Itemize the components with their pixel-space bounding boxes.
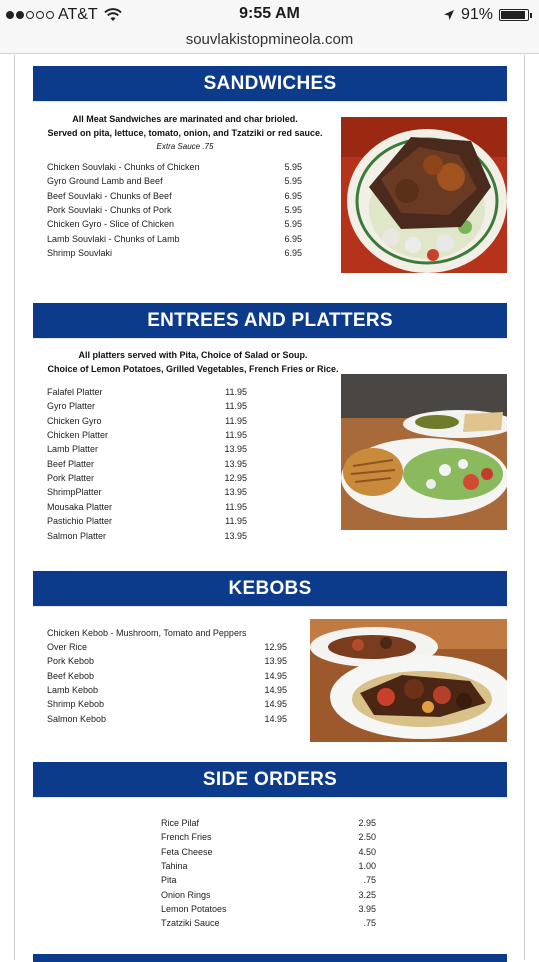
kebob-item [47, 654, 287, 668]
kebob-item-name: Shrimp Kebob [47, 699, 105, 710]
side-order-item-price: 2.95 [358, 818, 376, 828]
carrier-name: AT&T [58, 6, 98, 23]
sandwich-item-price: 5.95 [284, 176, 302, 187]
side-order-item-name: Onion Rings [161, 889, 211, 900]
section-title-side-orders: SIDE ORDERS [33, 762, 507, 797]
entree-item-name: Chicken Gyro [47, 415, 102, 426]
side-order-item [161, 830, 376, 844]
entree-item-price: 13.95 [224, 530, 247, 541]
side-order-item-price: 1.00 [358, 861, 376, 872]
location-arrow-icon [443, 9, 455, 21]
extra-sauce-note: Extra Sauce .75 [156, 142, 214, 151]
side-order-item-name: Pita [161, 875, 177, 886]
entree-item [47, 385, 247, 399]
section-title-entrees: ENTREES AND PLATTERS [33, 303, 507, 338]
entree-item-name: ShrimpPlatter [47, 487, 102, 498]
sandwiches-intro-line1: All Meat Sandwiches are marinated and char brioled. [72, 114, 298, 124]
status-time: 9:55 AM [239, 5, 300, 22]
kebob-item [47, 712, 287, 726]
side-order-item [161, 902, 376, 916]
entrees-intro [33, 348, 353, 376]
side-order-item [161, 859, 376, 873]
sandwich-item-name: Pork Souvlaki - Chunks of Pork [47, 205, 172, 216]
sandwiches-intro-line2: Served on pita, lettuce, tomato, onion, and Tzatziki or red sauce. [47, 128, 323, 138]
status-right [443, 6, 529, 24]
sandwich-item-name: Chicken Gyro - Slice of Chicken [47, 219, 175, 230]
side-order-item [161, 888, 376, 902]
kebobs-header [47, 626, 307, 640]
side-order-item-name: Feta Cheese [161, 846, 213, 857]
sandwich-item [47, 246, 302, 260]
side-order-item-name: French Fries [161, 832, 212, 843]
entree-item-price: 11.95 [225, 430, 247, 441]
entree-item-price: 11.95 [225, 501, 247, 512]
sandwich-item [47, 217, 302, 231]
entree-item [47, 471, 247, 485]
section-title-sandwiches: SANDWICHES [33, 66, 507, 101]
battery-percent: 91% [460, 6, 493, 23]
sandwich-photo [341, 117, 507, 273]
side-order-item-price: .75 [363, 918, 376, 929]
entree-item [47, 514, 247, 528]
side-order-item-price: 3.95 [358, 904, 376, 915]
side-order-item [161, 816, 376, 830]
entree-item [47, 457, 247, 471]
kebob-item [47, 697, 287, 711]
sandwich-item-price: 6.95 [284, 248, 302, 259]
platter-photo [341, 374, 507, 530]
sandwiches-intro [40, 112, 330, 154]
side-order-item [161, 916, 376, 930]
side-order-item-name: Rice Pilaf [161, 818, 200, 828]
entree-item-name: Gyro Platter [47, 401, 96, 412]
side-order-item-name: Lemon Potatoes [161, 904, 227, 915]
entree-item-name: Pork Platter [47, 473, 95, 484]
sandwich-item [47, 203, 302, 217]
entrees-intro-line1: All platters served with Pita, Choice of Salad or Soup. [78, 350, 308, 360]
side-order-item [161, 873, 376, 887]
side-order-item-price: .75 [363, 875, 376, 886]
entree-item [47, 414, 247, 428]
sandwich-item-price: 5.95 [284, 162, 302, 172]
sandwich-item [47, 160, 302, 174]
entree-item-price: 13.95 [224, 458, 247, 469]
entree-item-price: 11.95 [225, 387, 247, 397]
sandwich-item [47, 232, 302, 246]
entree-item [47, 529, 247, 543]
entree-item [47, 399, 247, 413]
address-bar[interactable]: souvlakistopmineola.com [0, 30, 539, 54]
status-bar [0, 0, 539, 30]
section-title-kebobs: KEBOBS [33, 571, 507, 606]
kebob-item-price: 14.95 [264, 670, 287, 681]
entree-item [47, 500, 247, 514]
side-order-item [161, 845, 376, 859]
kebob-item-name: Pork Kebob [47, 656, 95, 667]
entree-item-price: 12.95 [224, 473, 247, 484]
entrees-intro-line2: Choice of Lemon Potatoes, Grilled Vegetables, French Fries or Rice. [47, 364, 339, 374]
sandwich-item-name: Chicken Souvlaki - Chunks of Chicken [47, 162, 200, 172]
kebob-item [47, 640, 287, 654]
sandwich-item-price: 6.95 [284, 190, 302, 201]
sandwich-item-name: Lamb Souvlaki - Chunks of Lamb [47, 233, 180, 244]
side-order-item-price: 2.50 [358, 832, 376, 843]
side-order-item-name: Tzatziki Sauce [161, 918, 220, 929]
kebob-item-name: Salmon Kebob [47, 713, 107, 724]
entree-item [47, 442, 247, 456]
battery-icon [499, 9, 529, 21]
entree-item-name: Beef Platter [47, 458, 95, 469]
kebob-item-price: 12.95 [264, 642, 287, 652]
entree-item-name: Chicken Platter [47, 430, 109, 441]
kebob-item-name: Lamb Kebob [47, 685, 99, 696]
kebob-item-price: 14.95 [264, 713, 287, 724]
kebob-photo [310, 619, 507, 742]
sandwich-item [47, 189, 302, 203]
sandwich-item-price: 6.95 [284, 233, 302, 244]
side-order-item-price: 3.25 [358, 889, 376, 900]
next-section-bar [33, 954, 507, 962]
sandwich-item-name: Shrimp Souvlaki [47, 248, 113, 259]
entree-item-name: Mousaka Platter [47, 501, 113, 512]
kebob-item-name: Beef Kebob [47, 670, 95, 681]
kebob-item-price: 14.95 [264, 685, 287, 696]
entree-item-price: 13.95 [224, 487, 247, 498]
entree-item-name: Salmon Platter [47, 530, 107, 541]
side-order-item-price: 4.50 [358, 846, 376, 857]
kebob-item [47, 683, 287, 697]
entree-item [47, 485, 247, 499]
sandwich-item-name: Gyro Ground Lamb and Beef [47, 176, 163, 187]
battery-level-fill [501, 11, 525, 19]
sandwich-item-name: Beef Souvlaki - Chunks of Beef [47, 190, 172, 201]
side-order-item-name: Tahina [161, 861, 188, 872]
sandwich-item-price: 5.95 [284, 205, 302, 216]
entree-item-price: 11.95 [225, 401, 247, 412]
entree-item-name: Falafel Platter [47, 387, 103, 397]
kebob-item-name: Over Rice [47, 642, 88, 652]
entree-item-price: 13.95 [224, 444, 247, 455]
entree-item [47, 428, 247, 442]
entree-item-name: Lamb Platter [47, 444, 99, 455]
entree-item-price: 11.95 [225, 415, 247, 426]
sandwich-item [47, 174, 302, 188]
kebob-item-price: 13.95 [264, 656, 287, 667]
entree-item-name: Pastichio Platter [47, 516, 113, 527]
kebob-item-price: 14.95 [264, 699, 287, 710]
kebob-item [47, 669, 287, 683]
sandwich-item-price: 5.95 [284, 219, 302, 230]
entree-item-price: 11.95 [225, 516, 247, 527]
kebobs-header-text: Chicken Kebob - Mushroom, Tomato and Peppers [47, 628, 247, 638]
